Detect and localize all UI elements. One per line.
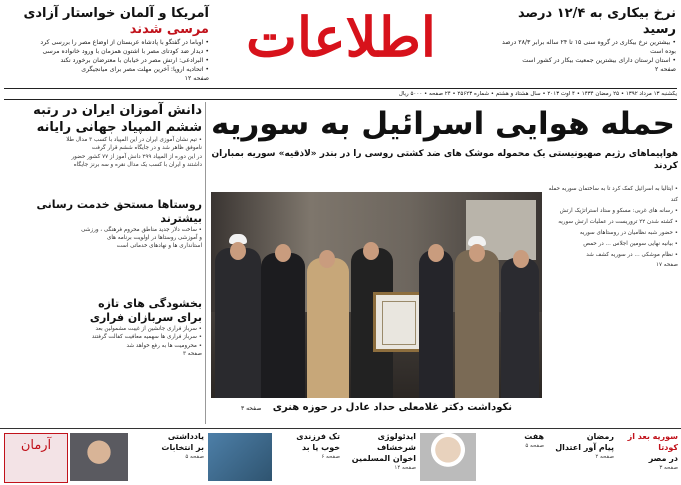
head-icon: [469, 244, 485, 262]
teaser-item: [276, 431, 340, 483]
photo-caption-text: نکوداشت دکتر غلامعلی حداد عادل در حوزه هنری: [272, 402, 513, 413]
crowd-photo: [208, 433, 272, 481]
logo-text: اطلاعات: [246, 5, 436, 69]
person-figure: [419, 250, 453, 398]
dateline: یکشنبه ۱۳ مرداد ۱۳۹۲ • ۲۵ رمضان ۱۴۳۴ • ۴ اوت ۲۰۱۳ • سال هشتاد و هشتم • شماره ۲۵۶۲۳ • ۲۴ صفحه • ۵۰۰۰ ریال: [4, 88, 677, 100]
teaser-item: [548, 431, 614, 483]
right-story-line: • بیشترین نرخ بیکاری در گروه سنی ۱۵ تا ۲۴ ساله برابر ۲۸/۳ درصد: [502, 39, 676, 46]
left-story-line: • البرادعی: ارتش مصر در خیابان با معترضان برخورد نکند: [60, 57, 209, 64]
ad-title: آرمان: [20, 438, 52, 453]
person-figure: [261, 253, 305, 398]
soldiers-line: • محرومیت ها به رفع خواهد شد: [126, 342, 202, 349]
teaser-title: سوریه بعد از کودتا: [627, 432, 678, 452]
masthead-left-story: [4, 6, 209, 83]
newspaper-logo: [225, 2, 457, 72]
person-figure: [307, 258, 349, 398]
left-story-line: • دیدار ضد کودتای مصر با اشتون همزمان با ورود خانواده مرسی: [42, 48, 209, 55]
right-column-page: صفحه ۱۷: [656, 262, 678, 268]
teaser-page: صفحه ۳: [659, 465, 678, 471]
teaser-sub: در مصر: [648, 454, 678, 463]
person-figure: [215, 248, 261, 398]
teaser-sub: اخوان المسلمین: [351, 454, 416, 463]
left-column: [4, 102, 202, 424]
teaser-page: صفحه ۵: [525, 443, 544, 449]
syria-line: • بیانیه نهایی سومین اجلاس ... در حمص: [583, 241, 678, 247]
syria-line: • نظام موشکی ... در سوریه کشف شد: [586, 252, 678, 258]
right-story-page: صفحه ۲: [655, 66, 676, 73]
right-story-line: • استان لرستان دارای بیشترین جمعیت بیکار در کشور است: [522, 57, 676, 64]
author-portrait: [70, 433, 128, 481]
soldiers-headline-1: بخشودگی های تازه: [98, 296, 202, 310]
teaser-title: تک فرزندی: [296, 432, 340, 441]
head-icon: [230, 242, 246, 260]
teaser-item: [132, 431, 204, 483]
head-icon: [513, 250, 529, 268]
left-story-line: • اتحادیه اروپا: آخرین مهلت مصر برای میانجیگری: [81, 66, 209, 73]
teaser-page: صفحه ۶: [321, 454, 340, 460]
teaser-item: [344, 431, 416, 483]
award-frame: [373, 292, 423, 352]
teaser-sub: خوب یا بد: [301, 443, 340, 452]
main-story: [208, 100, 678, 172]
head-icon: [319, 250, 335, 268]
right-column: [548, 184, 678, 424]
villages-line: استانداری ها و نهادهای خدماتی است: [116, 243, 202, 250]
villages-line: و آموزشی روستاها در اولویت برنامه های: [106, 235, 202, 242]
photo-page: صفحه ۳: [240, 405, 262, 412]
main-headline: حمله هوایی اسرائیل به سوریه: [211, 106, 675, 142]
villages-headline-1: روستاها مستحق خدمت رسانی: [36, 197, 202, 211]
syria-line: • رسانه های غربی: مسکو و ستاد استراتژیک ارتش: [559, 208, 678, 214]
syria-line: • کشته شدن ۲۲ تروریست در عملیات ارتش سوریه: [558, 219, 678, 225]
olympiad-line: در این دوره از المپیاد ۲۹۹ دانش آموز از ۷۷ کشور حضور: [71, 153, 202, 160]
cleric-portrait: [420, 433, 476, 481]
main-subheadline: هواپیماهای رژیم صهیونیستی یک محموله موشک های ضد کشتی روسی را در بندر «لاذقیه» سوریه بمباران کردند: [211, 149, 678, 171]
teaser-item: [482, 431, 544, 483]
left-story-page: صفحه ۱۲: [184, 75, 209, 82]
bottom-teasers: [0, 428, 681, 485]
teaser-page: صفحه ۱۴: [394, 465, 416, 471]
teaser-item: [618, 431, 678, 483]
head-icon: [275, 244, 291, 262]
right-story-headline-2: رسید: [642, 22, 676, 37]
person-figure: [455, 250, 499, 398]
villages-headline-2: بیشترند: [160, 211, 202, 225]
villages-line: • ساخت دلار جدید مناطق محروم فرهنگی ، ورزشی: [81, 226, 202, 233]
teaser-page: صفحه ۵: [185, 454, 204, 460]
teaser-title: هفت: [524, 432, 544, 441]
olympiad-line: داشتند و ایران با کسب یک مدال نقره و سه برنز جایگاه: [73, 162, 202, 169]
right-story-line: بوده است: [650, 48, 676, 55]
left-story-line: • اوباما در گفتگو با پادشاه عربستان از اوضاع مصر را بررسی کرد: [40, 39, 209, 46]
teaser-title: یادداشتی: [167, 432, 204, 441]
teaser-title: ایدئولوژی شرخشاف: [376, 432, 416, 452]
photo-caption: [211, 399, 542, 417]
person-figure: [501, 258, 539, 398]
olympiad-headline-2: ششم المپیاد جهانی رایانه: [36, 120, 202, 135]
right-story-headline-1: نرخ بیکاری به ۱۲/۴ درصد: [517, 6, 676, 21]
teaser-title: رمضان: [586, 432, 614, 441]
syria-line: • ایتالیا به اسرائیل کمک کرد تا به ساختمان سوریه حمله کند: [548, 186, 678, 203]
magazine-ad: [4, 433, 68, 483]
masthead: [0, 0, 681, 88]
syria-line: • حضور شبه نظامیان در روستاهای سوریه: [579, 230, 678, 236]
teaser-page: صفحه ۲: [595, 454, 614, 460]
masthead-right-story: [466, 6, 676, 74]
soldiers-line: • سرباز فراری جانشین از غیبت مشمولین بعد: [95, 325, 202, 332]
teaser-sub: پیام آور اعتدال: [555, 443, 614, 452]
head-icon: [363, 242, 379, 260]
soldiers-headline-2: برای سربازان فراری: [89, 310, 202, 324]
spacer: [4, 170, 202, 198]
olympiad-headline-1: دانش آموزان ایران در رتبه: [33, 103, 202, 118]
soldiers-line: • سرباز فراری ها سهمیه معافیت کفالت گرفتند: [91, 334, 202, 341]
teaser-sub: بر انتخابات: [161, 443, 204, 452]
column-divider: [205, 102, 206, 424]
olympiad-line: • تیم نشان آموزی ایران در این المپیاد با کسب ۳ مدال طلا: [66, 137, 202, 143]
left-column-page: صفحه ۳: [183, 351, 202, 358]
spacer: [4, 251, 202, 297]
left-story-headline-2: مرسی شدند: [129, 22, 209, 37]
left-story-headline-1: آمریکا و آلمان خواستار آزادی: [23, 6, 209, 21]
olympiad-line: ناموفق ظاهر شد و در جایگاه ششم قرار گرفت: [91, 145, 202, 152]
ceremony-photo: [211, 192, 542, 398]
head-icon: [428, 244, 444, 262]
